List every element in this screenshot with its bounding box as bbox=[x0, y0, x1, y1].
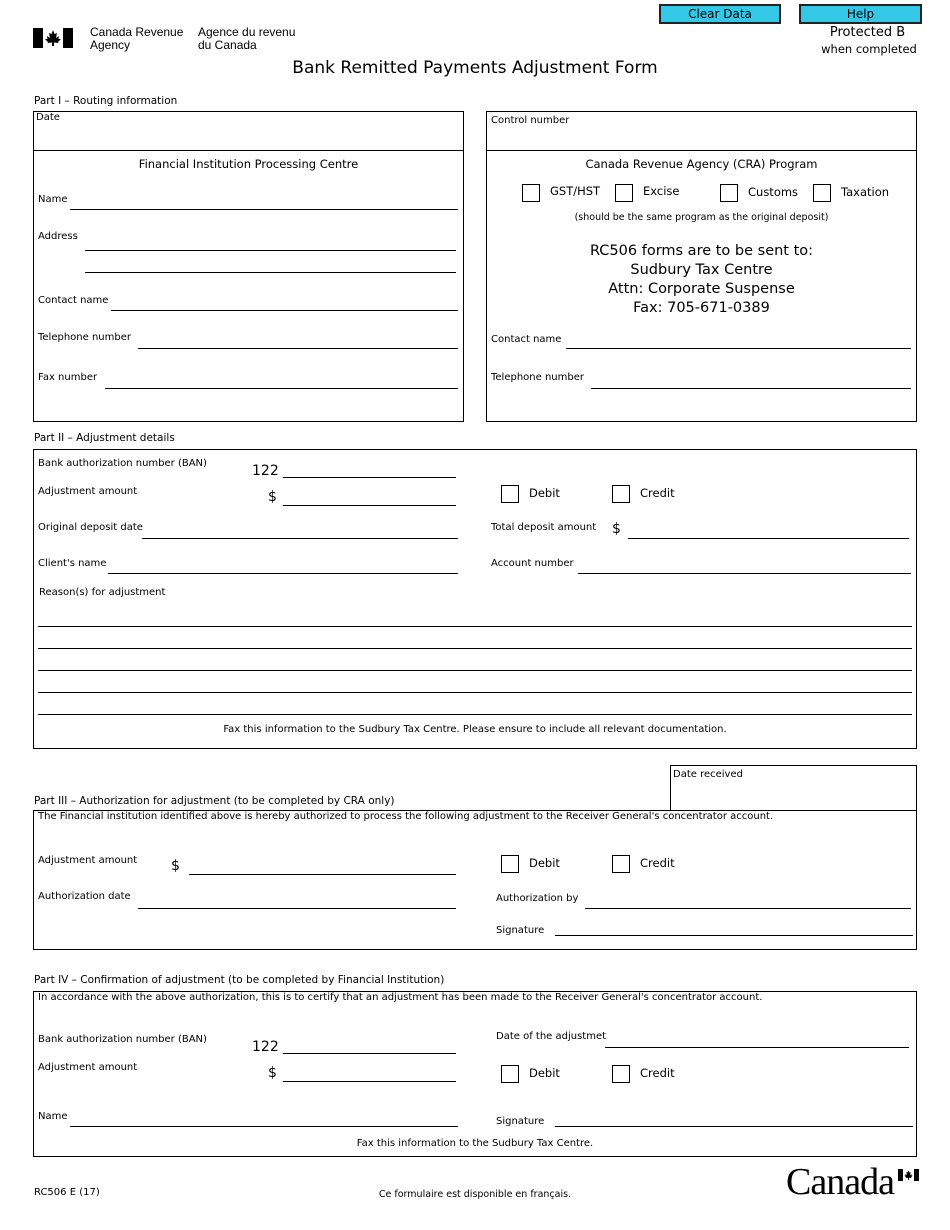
part2-footer-note: Fax this information to the Sudbury Tax Centre. Please ensure to include all relevant documentation. bbox=[223, 724, 727, 735]
total-dollar-sign: $ bbox=[612, 521, 621, 537]
part3-intro: The Financial institution identified above is hereby authorized to process the following adjustment to the Receiver General's concentrator account. bbox=[38, 811, 774, 822]
part4-ban-input[interactable] bbox=[283, 1053, 456, 1054]
help-button[interactable]: Help bbox=[799, 4, 922, 24]
part4-dollar-sign: $ bbox=[268, 1065, 277, 1081]
part4-debit-label: Debit bbox=[529, 1066, 560, 1080]
agency-name-en-line1: Canada Revenue bbox=[90, 25, 184, 39]
form-code: RC506 E (17) bbox=[34, 1187, 100, 1198]
cra-telephone-input[interactable] bbox=[591, 388, 911, 389]
fipc-box bbox=[33, 150, 464, 422]
part4-credit-label: Credit bbox=[640, 1066, 675, 1080]
date-label: Date bbox=[36, 112, 60, 123]
part3-debit-checkbox[interactable] bbox=[501, 855, 519, 873]
part4-ban-label: Bank authorization number (BAN) bbox=[38, 1034, 207, 1045]
part4-signature-label: Signature bbox=[496, 1116, 545, 1127]
customs-label: Customs bbox=[748, 185, 799, 199]
cra-program-heading: Canada Revenue Agency (CRA) Program bbox=[585, 157, 818, 171]
taxation-checkbox[interactable] bbox=[813, 184, 831, 202]
canada-wordmark: Canada bbox=[786, 1161, 894, 1203]
clients-name-input[interactable] bbox=[108, 573, 458, 574]
address-label: Address bbox=[38, 231, 78, 242]
part3-credit-label: Credit bbox=[640, 856, 675, 870]
debit-label: Debit bbox=[529, 486, 560, 500]
part2-box bbox=[33, 449, 917, 749]
send-to-line3: Attn: Corporate Suspense bbox=[608, 281, 795, 297]
fipc-heading: Financial Institution Processing Centre bbox=[138, 157, 359, 171]
agency-name-fr-line2: du Canada bbox=[198, 38, 257, 52]
contact-name-input[interactable] bbox=[111, 310, 458, 311]
total-deposit-amount-input[interactable] bbox=[628, 538, 909, 539]
original-deposit-date-input[interactable] bbox=[142, 538, 458, 539]
part4-adjustment-amount-input[interactable] bbox=[283, 1081, 456, 1082]
customs-checkbox[interactable] bbox=[720, 184, 738, 202]
french-availability-note: Ce formulaire est disponible en français. bbox=[378, 1189, 572, 1200]
clients-name-label: Client's name bbox=[38, 558, 107, 569]
date-input[interactable] bbox=[36, 124, 460, 148]
reason-line1-input[interactable] bbox=[38, 626, 912, 627]
gst-hst-label: GST/HST bbox=[550, 184, 601, 198]
taxation-label: Taxation bbox=[841, 185, 890, 199]
cra-contact-name-input[interactable] bbox=[566, 348, 911, 349]
part4-box bbox=[33, 991, 917, 1157]
send-to-line2: Sudbury Tax Centre bbox=[630, 262, 773, 278]
adjustment-amount-input[interactable] bbox=[283, 505, 456, 506]
fax-label: Fax number bbox=[38, 372, 98, 383]
total-deposit-amount-label: Total deposit amount bbox=[491, 522, 597, 533]
credit-checkbox[interactable] bbox=[612, 485, 630, 503]
part4-debit-checkbox[interactable] bbox=[501, 1065, 519, 1083]
part3-credit-checkbox[interactable] bbox=[612, 855, 630, 873]
date-received-input[interactable] bbox=[673, 782, 913, 808]
canada-flag-icon bbox=[33, 28, 73, 48]
authorization-by-input[interactable] bbox=[585, 908, 911, 909]
fax-input[interactable] bbox=[105, 388, 458, 389]
dollar-sign: $ bbox=[268, 489, 277, 505]
cra-telephone-label: Telephone number bbox=[491, 372, 584, 383]
date-of-adjustment-input[interactable] bbox=[605, 1047, 909, 1048]
ban-prefix: 122 bbox=[252, 463, 279, 479]
part4-heading: Part IV – Confirmation of adjustment (to be completed by Financial Institution) bbox=[34, 974, 445, 986]
part3-heading: Part III – Authorization for adjustment (to be completed by CRA only) bbox=[34, 795, 395, 807]
agency-name-en-line2: Agency bbox=[90, 38, 131, 52]
part3-adjustment-amount-label: Adjustment amount bbox=[38, 855, 138, 866]
reason-line5-input[interactable] bbox=[38, 714, 912, 715]
page-title: Bank Remitted Payments Adjustment Form bbox=[292, 58, 658, 78]
agency-name-fr-line1: Agence du revenu bbox=[198, 25, 296, 39]
authorization-date-input[interactable] bbox=[138, 908, 456, 909]
contact-name-label: Contact name bbox=[38, 295, 109, 306]
send-to-line1: RC506 forms are to be sent to: bbox=[589, 243, 814, 259]
authorization-by-label: Authorization by bbox=[496, 893, 579, 904]
part3-signature-input[interactable] bbox=[555, 935, 913, 936]
name-label: Name bbox=[38, 194, 68, 205]
program-note: (should be the same program as the original deposit) bbox=[574, 212, 829, 223]
adjustment-amount-label: Adjustment amount bbox=[38, 486, 138, 497]
reason-line3-input[interactable] bbox=[38, 670, 912, 671]
telephone-label: Telephone number bbox=[38, 332, 131, 343]
debit-checkbox[interactable] bbox=[501, 485, 519, 503]
excise-label: Excise bbox=[643, 184, 680, 198]
gst-hst-checkbox[interactable] bbox=[522, 184, 540, 202]
cra-contact-name-label: Contact name bbox=[491, 334, 562, 345]
protected-b-label: Protected B bbox=[829, 25, 906, 40]
address-line2-input[interactable] bbox=[85, 272, 456, 273]
part3-dollar-sign: $ bbox=[171, 858, 180, 874]
part3-box bbox=[33, 810, 917, 950]
ban-label: Bank authorization number (BAN) bbox=[38, 458, 207, 469]
name-input[interactable] bbox=[70, 209, 458, 210]
clear-data-button[interactable]: Clear Data bbox=[659, 4, 781, 24]
authorization-date-label: Authorization date bbox=[38, 891, 131, 902]
ban-input[interactable] bbox=[283, 477, 456, 478]
part3-signature-label: Signature bbox=[496, 925, 545, 936]
part4-adjustment-amount-label: Adjustment amount bbox=[38, 1062, 138, 1073]
address-line1-input[interactable] bbox=[85, 250, 456, 251]
telephone-input[interactable] bbox=[138, 348, 458, 349]
part4-footer-note: Fax this information to the Sudbury Tax Centre. bbox=[356, 1138, 594, 1149]
date-received-label: Date received bbox=[673, 769, 743, 780]
wordmark-flag-icon bbox=[898, 1166, 919, 1178]
reasons-label: Reason(s) for adjustment bbox=[39, 587, 166, 598]
account-number-input[interactable] bbox=[578, 573, 911, 574]
control-number-input[interactable] bbox=[490, 127, 914, 149]
part4-credit-checkbox[interactable] bbox=[612, 1065, 630, 1083]
excise-checkbox[interactable] bbox=[615, 184, 633, 202]
date-of-adjustment-label: Date of the adjustmet bbox=[496, 1031, 607, 1042]
part2-heading: Part II – Adjustment details bbox=[34, 432, 175, 444]
original-deposit-date-label: Original deposit date bbox=[38, 522, 143, 533]
reason-line4-input[interactable] bbox=[38, 692, 912, 693]
send-to-line4: Fax: 705-671-0389 bbox=[633, 300, 770, 316]
account-number-label: Account number bbox=[491, 558, 574, 569]
control-number-label: Control number bbox=[491, 115, 570, 126]
part4-signature-input[interactable] bbox=[555, 1126, 913, 1127]
part3-adjustment-amount-input[interactable] bbox=[189, 874, 456, 875]
part4-name-label: Name bbox=[38, 1111, 68, 1122]
part4-intro: In accordance with the above authorization, this is to certify that an adjustment has been made to the Receiver General's concentrator account. bbox=[38, 992, 763, 1003]
part4-ban-prefix: 122 bbox=[252, 1039, 279, 1055]
when-completed-label: when completed bbox=[821, 42, 917, 56]
reason-line2-input[interactable] bbox=[38, 648, 912, 649]
part1-heading: Part I – Routing information bbox=[34, 95, 178, 107]
credit-label: Credit bbox=[640, 486, 675, 500]
part4-name-input[interactable] bbox=[70, 1126, 458, 1127]
part3-debit-label: Debit bbox=[529, 856, 560, 870]
